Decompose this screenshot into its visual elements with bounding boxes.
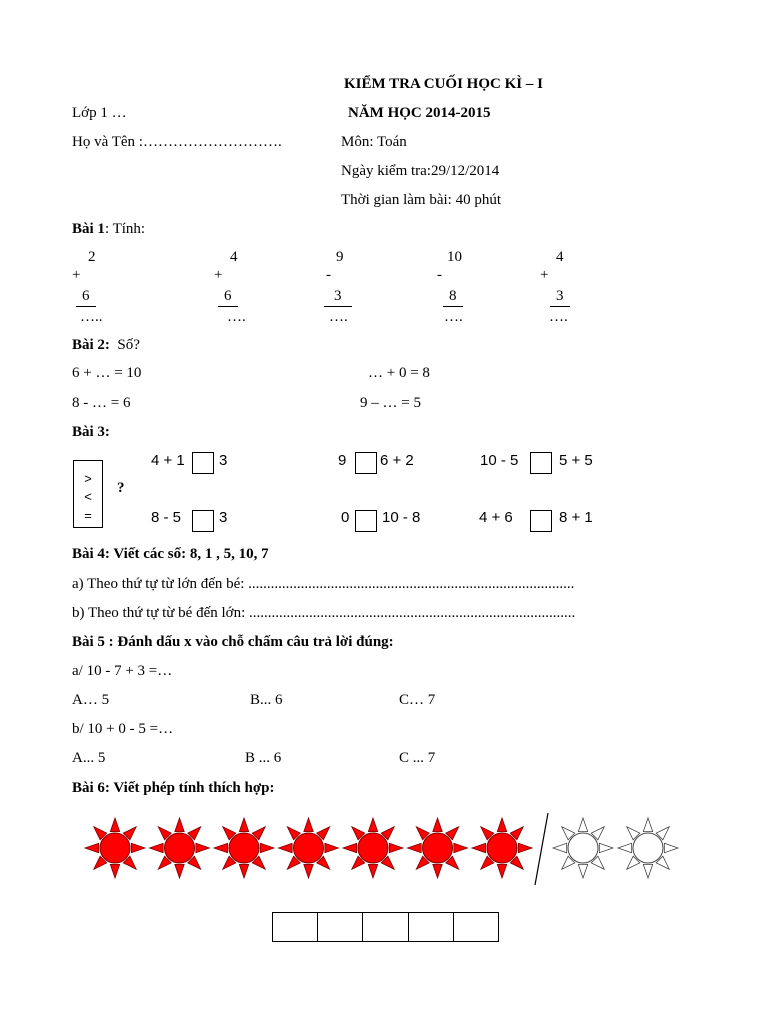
answer-box[interactable] (454, 913, 498, 941)
sun-ray (433, 818, 442, 832)
sun-ray (110, 864, 119, 878)
answer-box[interactable] (363, 913, 408, 941)
compare-right: 8 + 1 (559, 509, 593, 526)
sun-ray (239, 864, 248, 878)
sun-ray (664, 843, 678, 852)
sun-disc (100, 833, 130, 863)
bai2-item: … + 0 = 8 (368, 365, 430, 381)
compare-right: 6 + 2 (380, 452, 414, 469)
red-sun (408, 818, 468, 878)
compare-answer-box[interactable] (355, 510, 377, 532)
problem-answer-dots: …. (444, 309, 463, 325)
problem-top: 9 (336, 249, 344, 265)
compare-left: 4 + 6 (479, 509, 513, 526)
problem-operator: + (214, 267, 223, 283)
equals-symbol: = (84, 508, 92, 523)
greater-than-symbol: > (84, 471, 92, 486)
subject-label: Môn: Toán (341, 134, 407, 150)
red-sun (85, 818, 145, 878)
sun-ray (175, 864, 184, 878)
problem-operator: - (326, 267, 331, 283)
problem-answer-dots: …. (329, 309, 348, 325)
bai2-title: Số? (117, 337, 140, 353)
bai5-question-a: a/ 10 - 7 + 3 =… (72, 663, 173, 679)
exam-duration: Thời gian làm bài: 40 phút (341, 192, 501, 208)
bai2-label: Bài 2: (72, 337, 110, 353)
sun-ray (279, 843, 293, 852)
sun-ray (304, 818, 313, 832)
sun-ray (150, 843, 164, 852)
compare-answer-box[interactable] (192, 510, 214, 532)
sun-ray (260, 843, 274, 852)
sun-ray (368, 818, 377, 832)
comparison-symbols-box (73, 460, 103, 528)
bai5-option: B ... 6 (245, 750, 282, 766)
sun-ray (304, 864, 313, 878)
compare-right: 10 - 8 (382, 509, 421, 526)
sun-ray (599, 843, 613, 852)
divider-line (535, 813, 548, 885)
sun-ray (343, 843, 357, 852)
problem-top: 10 (447, 249, 462, 265)
sun-disc (165, 833, 195, 863)
question-mark: ? (117, 480, 125, 496)
bai2-heading (72, 337, 140, 354)
sun-ray (110, 818, 119, 832)
class-label: Lớp 1 … (72, 105, 127, 121)
compare-right: 5 + 5 (559, 452, 593, 469)
school-year: NĂM HỌC 2014-2015 (348, 105, 491, 121)
compare-left: 4 + 1 (151, 452, 185, 469)
bai6-title: Bài 6: Viết phép tính thích hợp: (72, 780, 275, 796)
bai2-item: 9 – … = 5 (360, 395, 421, 411)
bai5-option: B... 6 (250, 692, 283, 708)
bai2-item: 6 + … = 10 (72, 365, 142, 381)
sun-ray (433, 864, 442, 878)
compare-left: 8 - 5 (151, 509, 182, 526)
exam-title: KIỂM TRA CUỐI HỌC KÌ – I (344, 76, 543, 92)
compare-left: 9 (338, 452, 347, 469)
answer-equation-boxes (272, 912, 499, 942)
sun-disc (294, 833, 324, 863)
problem-top: 4 (556, 249, 564, 265)
sun-ray (196, 843, 210, 852)
compare-right: 3 (219, 452, 228, 469)
problem-answer-dots: …. (227, 309, 246, 325)
sun-ray (553, 843, 567, 852)
problem-operator: + (72, 267, 81, 283)
problem-bottom: 8 (443, 288, 463, 307)
problem-operator: + (540, 267, 549, 283)
compare-right: 3 (219, 509, 228, 526)
sun-disc (633, 833, 663, 863)
sun-ray (472, 843, 486, 852)
sun-ray (578, 818, 587, 832)
sun-ray (454, 843, 468, 852)
sun-ray (408, 843, 422, 852)
bai4-part-a: a) Theo thứ tự từ lớn đến bé: ....................................................................................... (72, 576, 575, 592)
sun-ray (131, 843, 145, 852)
sun-ray (518, 843, 532, 852)
suns-illustration (0, 805, 768, 895)
bai3-label: Bài 3: (72, 424, 110, 440)
less-than-symbol: < (84, 489, 92, 504)
sun-ray (389, 843, 403, 852)
bai2-item: 8 - … = 6 (72, 395, 131, 411)
red-sun (150, 818, 210, 878)
compare-left: 0 (341, 509, 350, 526)
bai5-option: A… 5 (72, 692, 110, 708)
sun-ray (368, 864, 377, 878)
problem-answer-dots: ….. (80, 309, 103, 325)
sun-disc (487, 833, 517, 863)
problem-operator: - (437, 267, 442, 283)
sun-ray (175, 818, 184, 832)
problem-top: 2 (88, 249, 96, 265)
bai4-title: Bài 4: Viết các số: 8, 1 , 5, 10, 7 (72, 546, 269, 562)
bai5-title: Bài 5 : Đánh dấu x vào chỗ chấm câu trả lời đúng: (72, 634, 394, 650)
red-sun (279, 818, 339, 878)
sun-ray (618, 843, 632, 852)
compare-answer-box[interactable] (530, 510, 552, 532)
bai4-part-b: b) Theo thứ tự từ bé đến lớn: ....................................................................................... (72, 605, 576, 621)
bai5-option: A... 5 (72, 750, 106, 766)
sun-ray (578, 864, 587, 878)
answer-box[interactable] (318, 913, 363, 941)
compare-answer-box[interactable] (530, 452, 552, 474)
sun-ray (325, 843, 339, 852)
student-name-field: Họ và Tên :………………………. (72, 134, 282, 150)
answer-box[interactable] (409, 913, 454, 941)
bai1-title: : Tính: (104, 221, 146, 237)
sun-disc (423, 833, 453, 863)
compare-left: 10 - 5 (480, 452, 519, 469)
white-sun (618, 818, 678, 878)
problem-top: 4 (230, 249, 238, 265)
problem-bottom: 3 (324, 288, 352, 307)
bai1-label: Bài 1 (72, 221, 105, 237)
sun-ray (643, 864, 652, 878)
bai5-option: C… 7 (399, 692, 436, 708)
compare-answer-box[interactable] (355, 452, 377, 474)
sun-ray (497, 864, 506, 878)
problem-bottom: 3 (550, 288, 570, 307)
red-sun (343, 818, 403, 878)
bai5-option: C ... 7 (399, 750, 436, 766)
answer-box[interactable] (273, 913, 318, 941)
red-sun (472, 818, 532, 878)
sun-ray (214, 843, 228, 852)
bai5-question-b: b/ 10 + 0 - 5 =… (72, 721, 174, 737)
red-sun (214, 818, 274, 878)
problem-bottom: 6 (76, 288, 96, 307)
sun-ray (239, 818, 248, 832)
problem-answer-dots: …. (549, 309, 568, 325)
sun-ray (85, 843, 99, 852)
sun-disc (229, 833, 259, 863)
bai1-heading (72, 221, 145, 238)
exam-date: Ngày kiểm tra:29/12/2014 (341, 163, 500, 179)
sun-ray (643, 818, 652, 832)
problem-bottom: 6 (218, 288, 238, 307)
compare-answer-box[interactable] (192, 452, 214, 474)
sun-disc (358, 833, 388, 863)
sun-disc (568, 833, 598, 863)
white-sun (553, 818, 613, 878)
sun-ray (497, 818, 506, 832)
